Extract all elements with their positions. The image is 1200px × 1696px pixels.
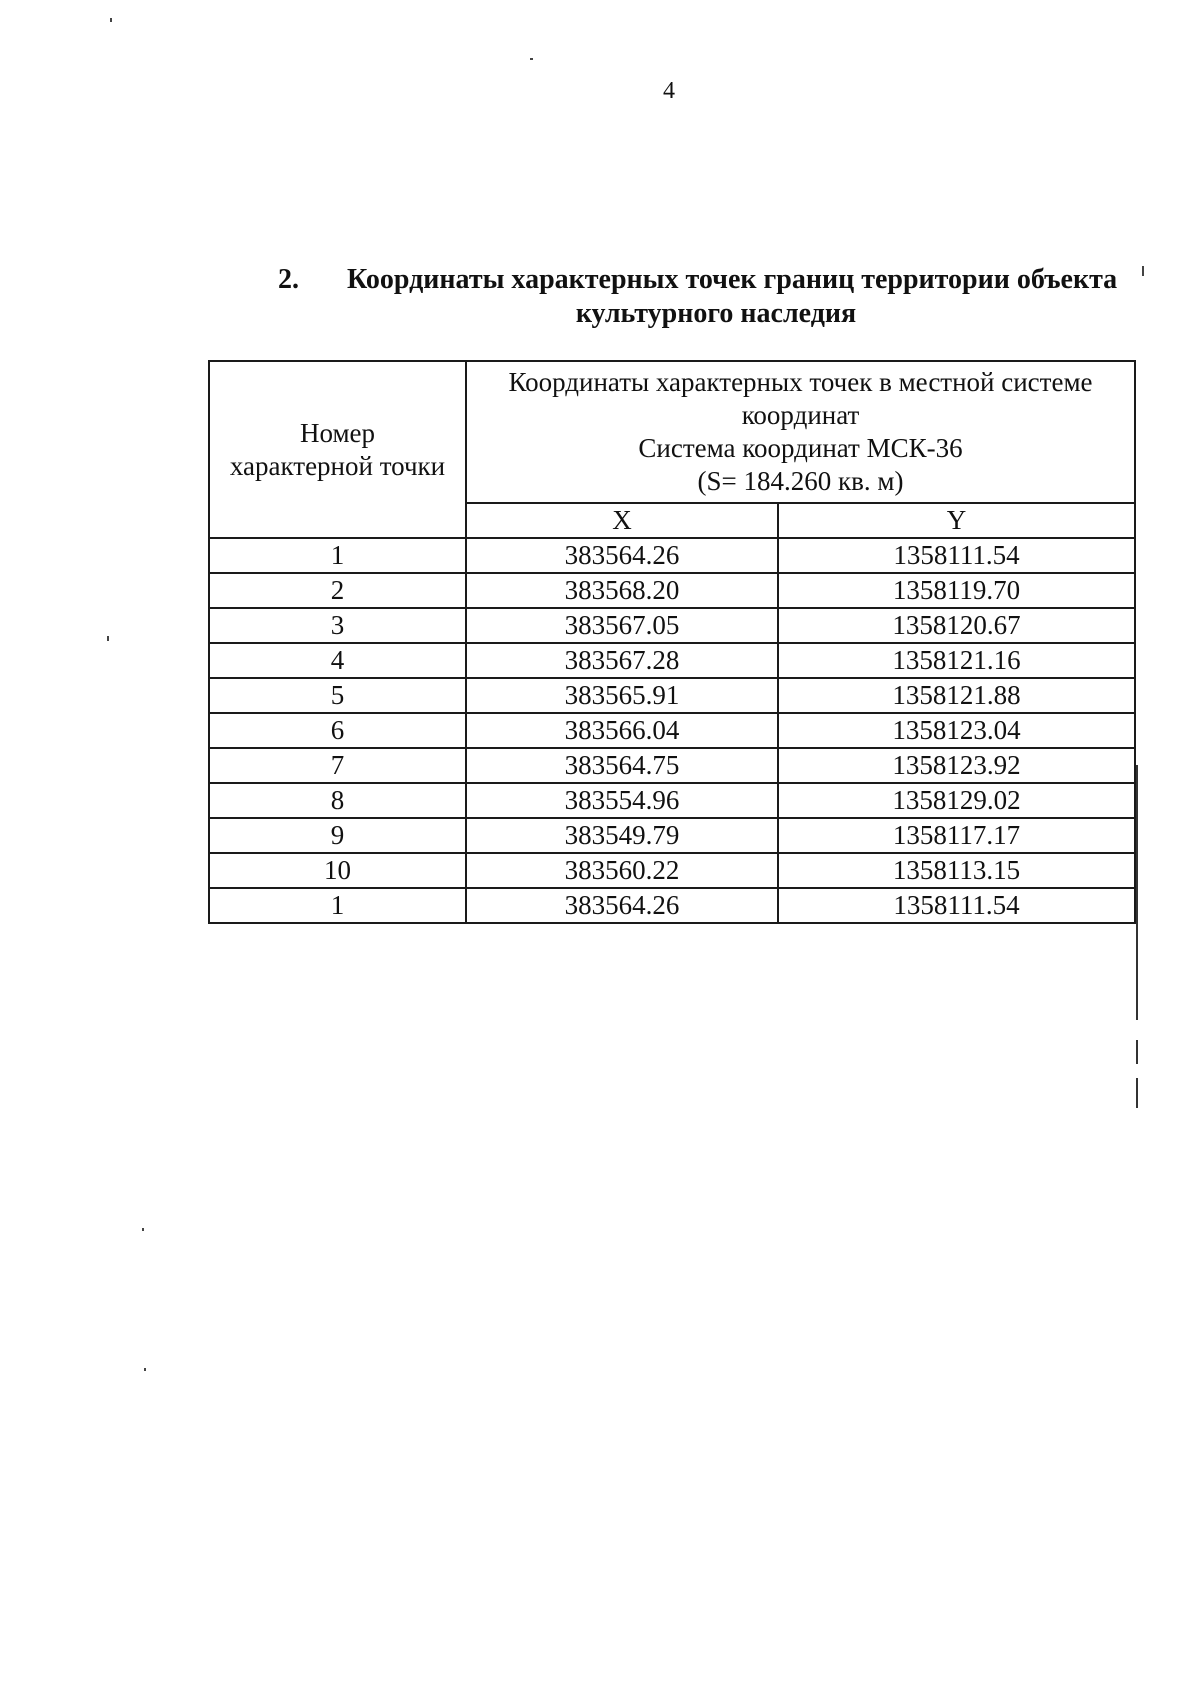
x-coordinate-cell: 383564.75 xyxy=(466,748,778,783)
x-coordinate-cell: 383549.79 xyxy=(466,818,778,853)
table-row xyxy=(209,818,1135,853)
point-number-cell: 6 xyxy=(209,713,466,748)
header-point-line1: Номер xyxy=(299,417,376,448)
x-coordinate-cell: 383564.26 xyxy=(466,888,778,923)
scan-line xyxy=(1136,1040,1138,1064)
point-number-cell: 3 xyxy=(209,608,466,643)
page-number: 4 xyxy=(663,78,675,104)
y-coordinate-cell: 1358113.15 xyxy=(778,853,1135,888)
scan-line xyxy=(1136,1078,1138,1108)
point-number-cell: 8 xyxy=(209,783,466,818)
table-row xyxy=(209,608,1135,643)
y-coordinate-cell: 1358121.88 xyxy=(778,678,1135,713)
header-point-line2: характерной точки xyxy=(229,450,446,481)
y-coordinate-cell: 1358117.17 xyxy=(778,818,1135,853)
y-coordinate-cell: 1358123.92 xyxy=(778,748,1135,783)
header-y: Y xyxy=(778,503,1135,538)
point-number-cell: 1 xyxy=(209,538,466,573)
table-row xyxy=(209,678,1135,713)
header-coords-line4: (S= 184.260 кв. м) xyxy=(697,466,904,496)
table-row xyxy=(209,783,1135,818)
y-coordinate-cell: 1358123.04 xyxy=(778,713,1135,748)
section-number: 2. xyxy=(278,264,299,295)
table-row xyxy=(209,888,1135,923)
y-coordinate-cell: 1358119.70 xyxy=(778,573,1135,608)
table-row xyxy=(209,853,1135,888)
scan-speck xyxy=(1142,266,1144,276)
scan-speck xyxy=(530,58,533,60)
x-coordinate-cell: 383564.26 xyxy=(466,538,778,573)
x-coordinate-cell: 383560.22 xyxy=(466,853,778,888)
scan-speck xyxy=(144,1368,146,1371)
section-title-line1: Координаты характерных точек границ территории объекта xyxy=(347,264,1118,295)
x-coordinate-cell: 383567.28 xyxy=(466,643,778,678)
section-title-line2: культурного наследия xyxy=(575,298,857,329)
header-point-number xyxy=(209,361,466,538)
header-coords-line2: координат xyxy=(741,400,860,430)
header-coordinates xyxy=(466,361,1135,503)
table-row xyxy=(209,643,1135,678)
point-number-cell: 5 xyxy=(209,678,466,713)
point-number-cell: 9 xyxy=(209,818,466,853)
table-row xyxy=(209,573,1135,608)
header-x: X xyxy=(466,503,778,538)
scan-speck xyxy=(142,1228,144,1231)
y-coordinate-cell: 1358121.16 xyxy=(778,643,1135,678)
scan-speck xyxy=(107,636,109,641)
y-coordinate-cell: 1358120.67 xyxy=(778,608,1135,643)
y-coordinate-cell: 1358111.54 xyxy=(778,538,1135,573)
point-number-cell: 1 xyxy=(209,888,466,923)
header-coords-line1: Координаты характерных точек в местной системе xyxy=(508,367,1093,397)
table-row xyxy=(209,538,1135,573)
x-coordinate-cell: 383568.20 xyxy=(466,573,778,608)
table-header-row xyxy=(209,361,1135,503)
x-coordinate-cell: 383566.04 xyxy=(466,713,778,748)
point-number-cell: 2 xyxy=(209,573,466,608)
y-coordinate-cell: 1358111.54 xyxy=(778,888,1135,923)
point-number-cell: 4 xyxy=(209,643,466,678)
x-coordinate-cell: 383554.96 xyxy=(466,783,778,818)
header-coords-line3: Система координат МСК-36 xyxy=(638,433,963,463)
x-coordinate-cell: 383565.91 xyxy=(466,678,778,713)
coordinates-table xyxy=(208,360,1136,924)
point-number-cell: 10 xyxy=(209,853,466,888)
table-row xyxy=(209,713,1135,748)
y-coordinate-cell: 1358129.02 xyxy=(778,783,1135,818)
scan-line xyxy=(1136,765,1138,1020)
x-coordinate-cell: 383567.05 xyxy=(466,608,778,643)
point-number-cell: 7 xyxy=(209,748,466,783)
scan-speck xyxy=(110,18,112,22)
section-heading xyxy=(278,263,1138,331)
table-row xyxy=(209,748,1135,783)
